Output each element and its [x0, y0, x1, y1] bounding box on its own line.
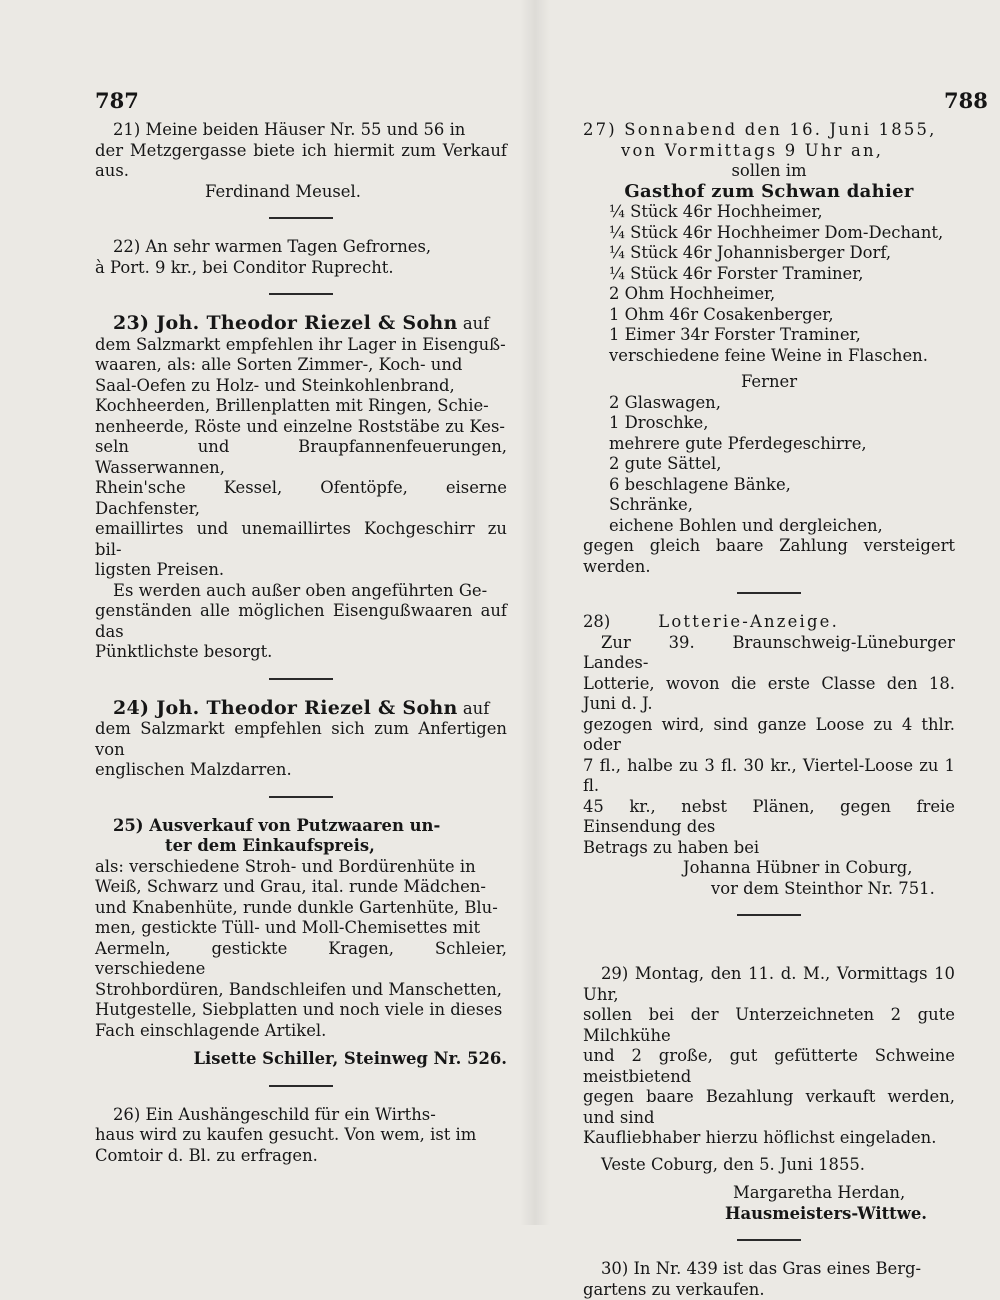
- notice-27-sub: sollen im: [583, 161, 955, 182]
- notice-28-line-5: 45 kr., nebst Plänen, gegen freie Einsendung des: [583, 797, 955, 838]
- notice-21: [95, 120, 507, 219]
- notice-23-line-6: nenheerde, Röste und einzelne Roststäbe zu Kes-: [95, 417, 507, 438]
- notice-23-line-3: waaren, als: alle Sorten Zimmer-, Koch- und: [95, 355, 507, 376]
- notice-23-line-4: Saal-Oefen zu Holz- und Steinkohlenbrand,: [95, 376, 507, 397]
- wine-item: 2 Ohm Hochheimer,: [609, 284, 955, 305]
- notice-27-venue: Gasthof zum Schwan dahier: [583, 182, 955, 203]
- notice-25-title-2: ter dem Einkaufspreis,: [95, 836, 507, 857]
- notice-25-signature: Lisette Schiller, Steinweg Nr. 526.: [95, 1049, 507, 1070]
- notice-25-line-7: Hutgestelle, Siebplatten und noch viele in dieses: [95, 1000, 507, 1021]
- wine-item: ¼ Stück 46r Hochheimer Dom-Dechant,: [609, 223, 955, 244]
- right-column: [583, 120, 955, 1300]
- notice-28-line-3: gezogen wird, sind ganze Loose zu 4 thlr. oder: [583, 715, 955, 756]
- left-column: [95, 120, 507, 1166]
- auction-item: eichene Bohlen und dergleichen,: [609, 516, 955, 537]
- notice-29-line-1: 29) Montag, den 11. d. M., Vormittags 10 Uhr,: [583, 964, 955, 1005]
- notice-24-firm: 24) Joh. Theodor Riezel & Sohn: [113, 697, 458, 719]
- notice-27-line-1: 27) Sonnabend den 16. Juni 1855,: [583, 120, 955, 141]
- notice-23: [95, 313, 507, 680]
- notice-22: [95, 237, 507, 295]
- notice-23-tail: auf: [458, 314, 490, 333]
- notice-22-line-2: à Port. 9 kr., bei Conditor Ruprecht.: [95, 258, 507, 279]
- notice-24-line-2: dem Salzmarkt empfehlen sich zum Anfertigen von: [95, 719, 507, 760]
- notice-28-signature-1: Johanna Hübner in Coburg,: [583, 858, 955, 879]
- notice-27-closing: gegen gleich baare Zahlung versteigert werden.: [583, 536, 955, 577]
- notice-30-line-1: 30) In Nr. 439 ist das Gras eines Berg-: [583, 1259, 955, 1280]
- notice-28-heading: [583, 612, 955, 633]
- wine-item: 1 Eimer 34r Forster Traminer,: [609, 325, 955, 346]
- notice-29-place: Veste Coburg, den 5. Juni 1855.: [583, 1155, 955, 1176]
- wine-item: verschiedene feine Weine in Flaschen.: [609, 346, 955, 367]
- notice-27: [583, 120, 955, 594]
- notice-26: [95, 1105, 507, 1167]
- notice-24-tail: auf: [458, 699, 490, 718]
- notice-29-line-5: Kaufliebhaber hierzu höflichst eingeladen.: [583, 1128, 955, 1149]
- notice-28-line-4: 7 fl., halbe zu 3 fl. 30 kr., Viertel-Loose zu 1 fl.: [583, 756, 955, 797]
- notice-28-line-2: Lotterie, wovon die erste Classe den 18. Juni d. J.: [583, 674, 955, 715]
- notice-23-line-1: [95, 313, 507, 335]
- notice-25-line-8: Fach einschlagende Artikel.: [95, 1021, 507, 1042]
- notice-23-line-11: Es werden auch außer oben angeführten Ge-: [95, 581, 507, 602]
- notice-25-line-2: Weiß, Schwarz und Grau, ital. runde Mädchen-: [95, 877, 507, 898]
- auction-item: 2 gute Sättel,: [609, 454, 955, 475]
- notice-30: [583, 1259, 955, 1300]
- page-fold-shadow: [520, 0, 550, 1225]
- auction-item: 2 Glaswagen,: [609, 393, 955, 414]
- notice-24-line-1: [95, 698, 507, 720]
- wine-item: ¼ Stück 46r Hochheimer,: [609, 202, 955, 223]
- notice-28-number: 28): [583, 612, 610, 631]
- notice-25-line-5: Aermeln, gestickte Kragen, Schleier, verschiedene: [95, 939, 507, 980]
- wine-item: ¼ Stück 46r Johannisberger Dorf,: [609, 243, 955, 264]
- notice-23-firm: 23) Joh. Theodor Riezel & Sohn: [113, 312, 458, 334]
- notice-23-line-5: Kochheerden, Brillenplatten mit Ringen, Schie-: [95, 396, 507, 417]
- notice-29: [583, 964, 955, 1241]
- notice-27-ferner: Ferner: [583, 372, 955, 393]
- notice-28-line-1: Zur 39. Braunschweig-Lüneburger Landes-: [583, 633, 955, 674]
- notice-28-title: Lotterie-Anzeige.: [610, 612, 839, 631]
- notice-28-line-6: Betrags zu haben bei: [583, 838, 955, 859]
- page-number-right: 788: [944, 88, 988, 113]
- notice-23-line-8: Rhein'sche Kessel, Ofentöpfe, eiserne Dachfenster,: [95, 478, 507, 519]
- notice-26-line-1: 26) Ein Aushängeschild für ein Wirths-: [95, 1105, 507, 1126]
- notice-26-line-2: haus wird zu kaufen gesucht. Von wem, ist im: [95, 1125, 507, 1146]
- notice-29-signature-1: Margaretha Herdan,: [583, 1183, 955, 1204]
- notice-26-line-3: Comtoir d. Bl. zu erfragen.: [95, 1146, 507, 1167]
- notice-25-line-1: als: verschiedene Stroh- und Bordürenhüte in: [95, 857, 507, 878]
- notice-21-line-2: der Metzgergasse biete ich hiermit zum Verkauf aus.: [95, 141, 507, 182]
- notice-23-line-9: emaillirtes und unemaillirtes Kochgeschirr zu bil-: [95, 519, 507, 560]
- notice-25-line-3: und Knabenhüte, runde dunkle Gartenhüte, Blu-: [95, 898, 507, 919]
- notice-30-line-2: gartens zu verkaufen.: [583, 1280, 955, 1300]
- notice-24: [95, 698, 507, 798]
- page-number-left: 787: [95, 88, 139, 113]
- notice-28-signature-2: vor dem Steinthor Nr. 751.: [583, 879, 955, 900]
- notice-21-signature: Ferdinand Meusel.: [95, 182, 507, 203]
- notice-25-line-4: men, gestickte Tüll- und Moll-Chemisettes mit: [95, 918, 507, 939]
- notice-23-line-12: genständen alle möglichen Eisengußwaaren auf das: [95, 601, 507, 642]
- notice-23-line-2: dem Salzmarkt empfehlen ihr Lager in Eisenguß-: [95, 335, 507, 356]
- notice-24-line-3: englischen Malzdarren.: [95, 760, 507, 781]
- notice-23-line-10: ligsten Preisen.: [95, 560, 507, 581]
- notice-29-line-2: sollen bei der Unterzeichneten 2 gute Milchkühe: [583, 1005, 955, 1046]
- auction-item: Schränke,: [609, 495, 955, 516]
- notice-28: [583, 612, 955, 916]
- notice-21-line-1: 21) Meine beiden Häuser Nr. 55 und 56 in: [95, 120, 507, 141]
- auction-item: 6 beschlagene Bänke,: [609, 475, 955, 496]
- notice-23-line-7: seln und Braupfannenfeuerungen, Wasserwannen,: [95, 437, 507, 478]
- auction-item: mehrere gute Pferdegeschirre,: [609, 434, 955, 455]
- notice-29-line-3: und 2 große, gut gefütterte Schweine meistbietend: [583, 1046, 955, 1087]
- notice-29-signature-2: Hausmeisters-Wittwe.: [583, 1204, 955, 1225]
- wine-item: 1 Ohm 46r Cosakenberger,: [609, 305, 955, 326]
- notice-27-line-2: von Vormittags 9 Uhr an,: [583, 141, 955, 162]
- notice-29-line-4: gegen baare Bezahlung verkauft werden, und sind: [583, 1087, 955, 1128]
- auction-item: 1 Droschke,: [609, 413, 955, 434]
- wine-item: ¼ Stück 46r Forster Traminer,: [609, 264, 955, 285]
- notice-23-line-13: Pünktlichste besorgt.: [95, 642, 507, 663]
- notice-22-line-1: 22) An sehr warmen Tagen Gefrornes,: [95, 237, 507, 258]
- notice-25-line-6: Strohbordüren, Bandschleifen und Manschetten,: [95, 980, 507, 1001]
- notice-25-title-1: 25) Ausverkauf von Putzwaaren un-: [95, 816, 507, 837]
- notice-25: [95, 816, 507, 1087]
